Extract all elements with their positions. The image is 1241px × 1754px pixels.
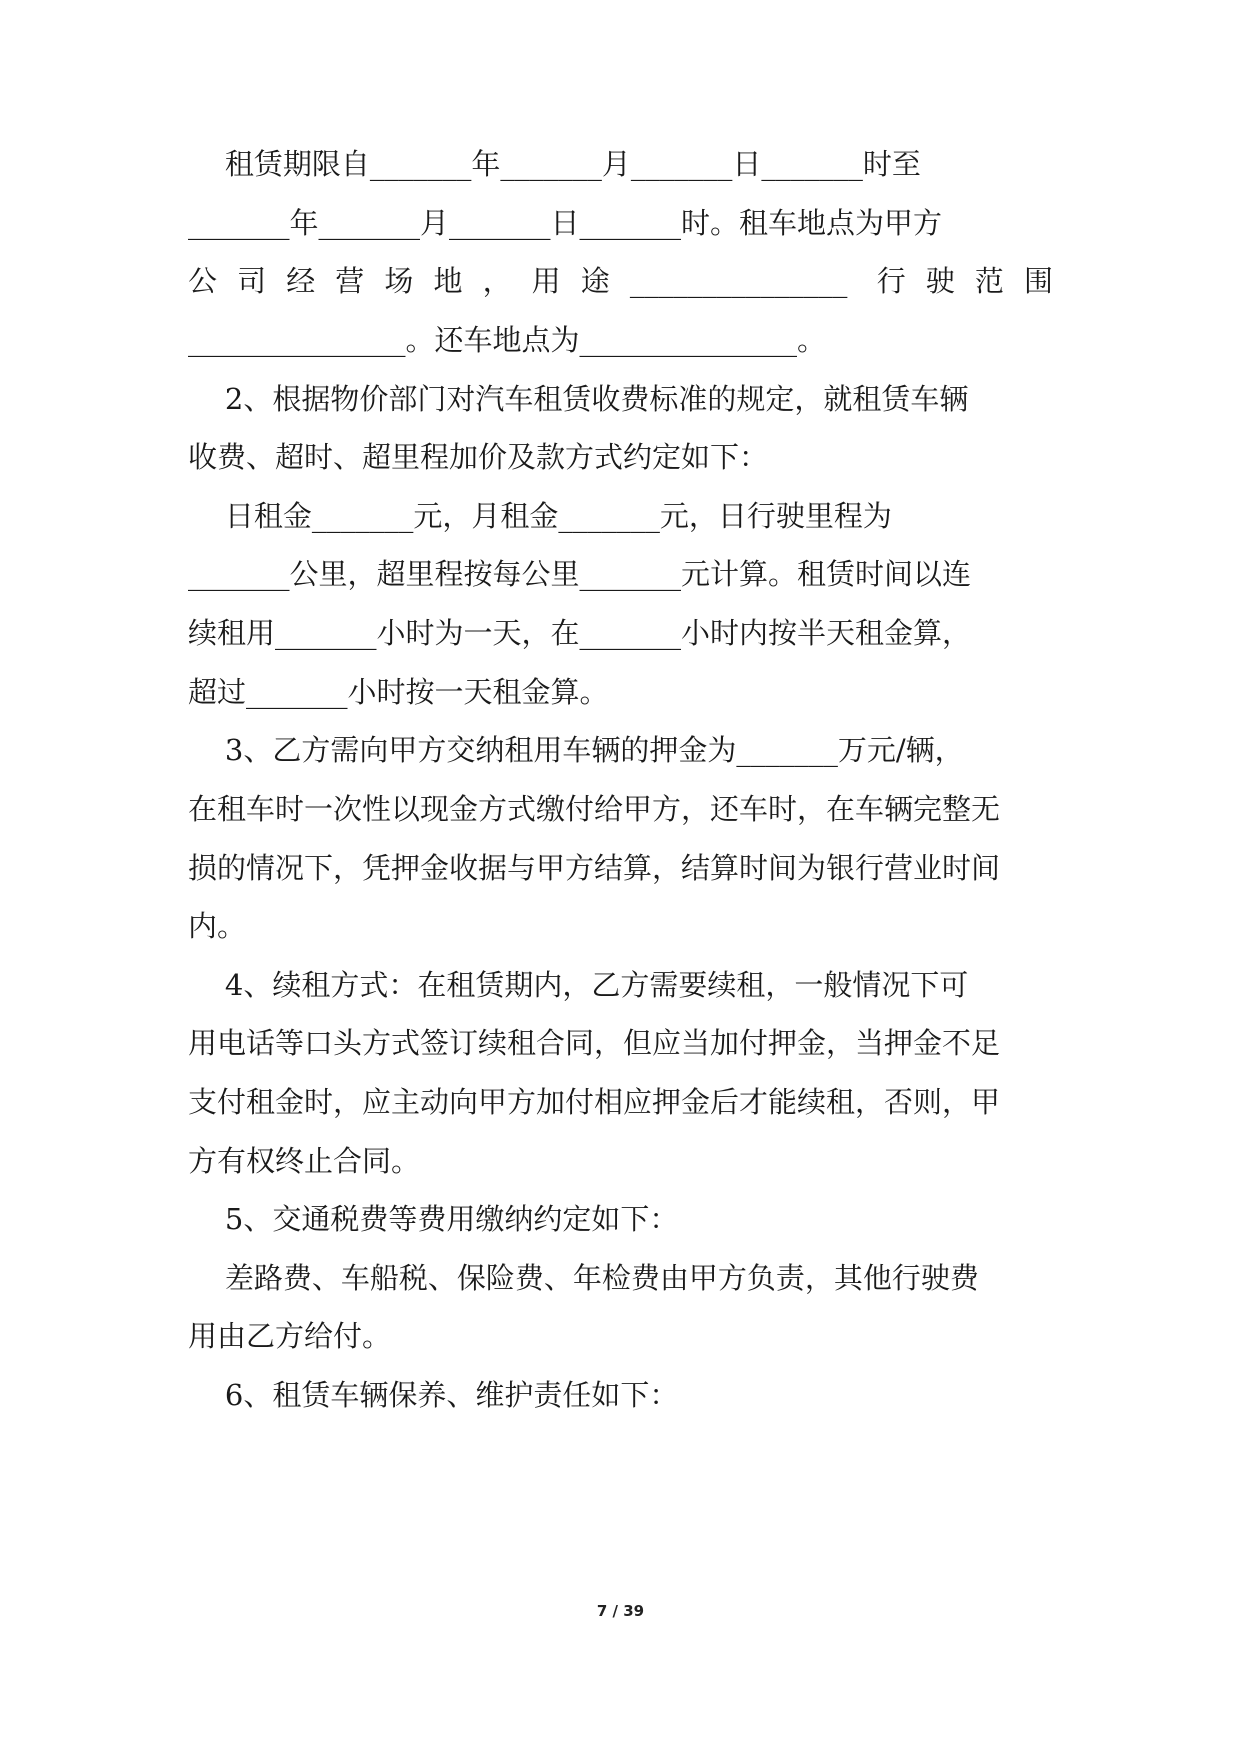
text-line: 公司经营场地，用途_______________ 行驶范围 bbox=[188, 264, 1053, 298]
text-line: 在租车时一次性以现金方式缴付给甲方，还车时，在车辆完整无 bbox=[188, 792, 1001, 826]
text-line: _______________。还车地点为_______________。 bbox=[188, 323, 827, 357]
text-line: 6、租赁车辆保养、维护责任如下： bbox=[188, 1378, 679, 1412]
text-line: 内。 bbox=[188, 909, 247, 943]
text-line: 损的情况下，凭押金收据与甲方结算，结算时间为银行营业时间 bbox=[188, 851, 1001, 885]
text-line: 日租金_______元，月租金_______元，日行驶里程为 bbox=[188, 499, 892, 533]
page-number: 7 / 39 bbox=[596, 1602, 645, 1620]
text-line: 续租用_______小时为一天，在_______小时内按半天租金算， bbox=[188, 616, 972, 650]
text-line: 超过_______小时按一天租金算。 bbox=[188, 675, 609, 709]
text-line: 支付租金时，应主动向甲方加付相应押金后才能续租，否则，甲 bbox=[188, 1085, 1001, 1119]
text-line: 租赁期限自_______年_______月_______日_______时至 bbox=[188, 147, 921, 181]
text-line: 3、乙方需向甲方交纳租用车辆的押金为_______万元/辆， bbox=[188, 733, 964, 767]
text-line: 用电话等口头方式签订续租合同，但应当加付押金，当押金不足 bbox=[188, 1026, 1001, 1060]
text-line: 方有权终止合同。 bbox=[188, 1144, 421, 1178]
text-line: 用由乙方给付。 bbox=[188, 1319, 392, 1353]
text-line: _______年_______月_______日_______时。租车地点为甲方 bbox=[188, 206, 943, 240]
text-line: _______公里，超里程按每公里_______元计算。租赁时间以连 bbox=[188, 557, 972, 591]
text-line: 收费、超时、超里程加价及款方式约定如下： bbox=[188, 440, 769, 474]
text-line: 4、续租方式：在租赁期内，乙方需要续租，一般情况下可 bbox=[188, 968, 969, 1002]
text-line: 差路费、车船税、保险费、年检费由甲方负责，其他行驶费 bbox=[188, 1261, 979, 1295]
text-line: 5、交通税费等费用缴纳约定如下： bbox=[188, 1202, 679, 1236]
text-line: 2、根据物价部门对汽车租赁收费标准的规定，就租赁车辆 bbox=[188, 382, 969, 416]
